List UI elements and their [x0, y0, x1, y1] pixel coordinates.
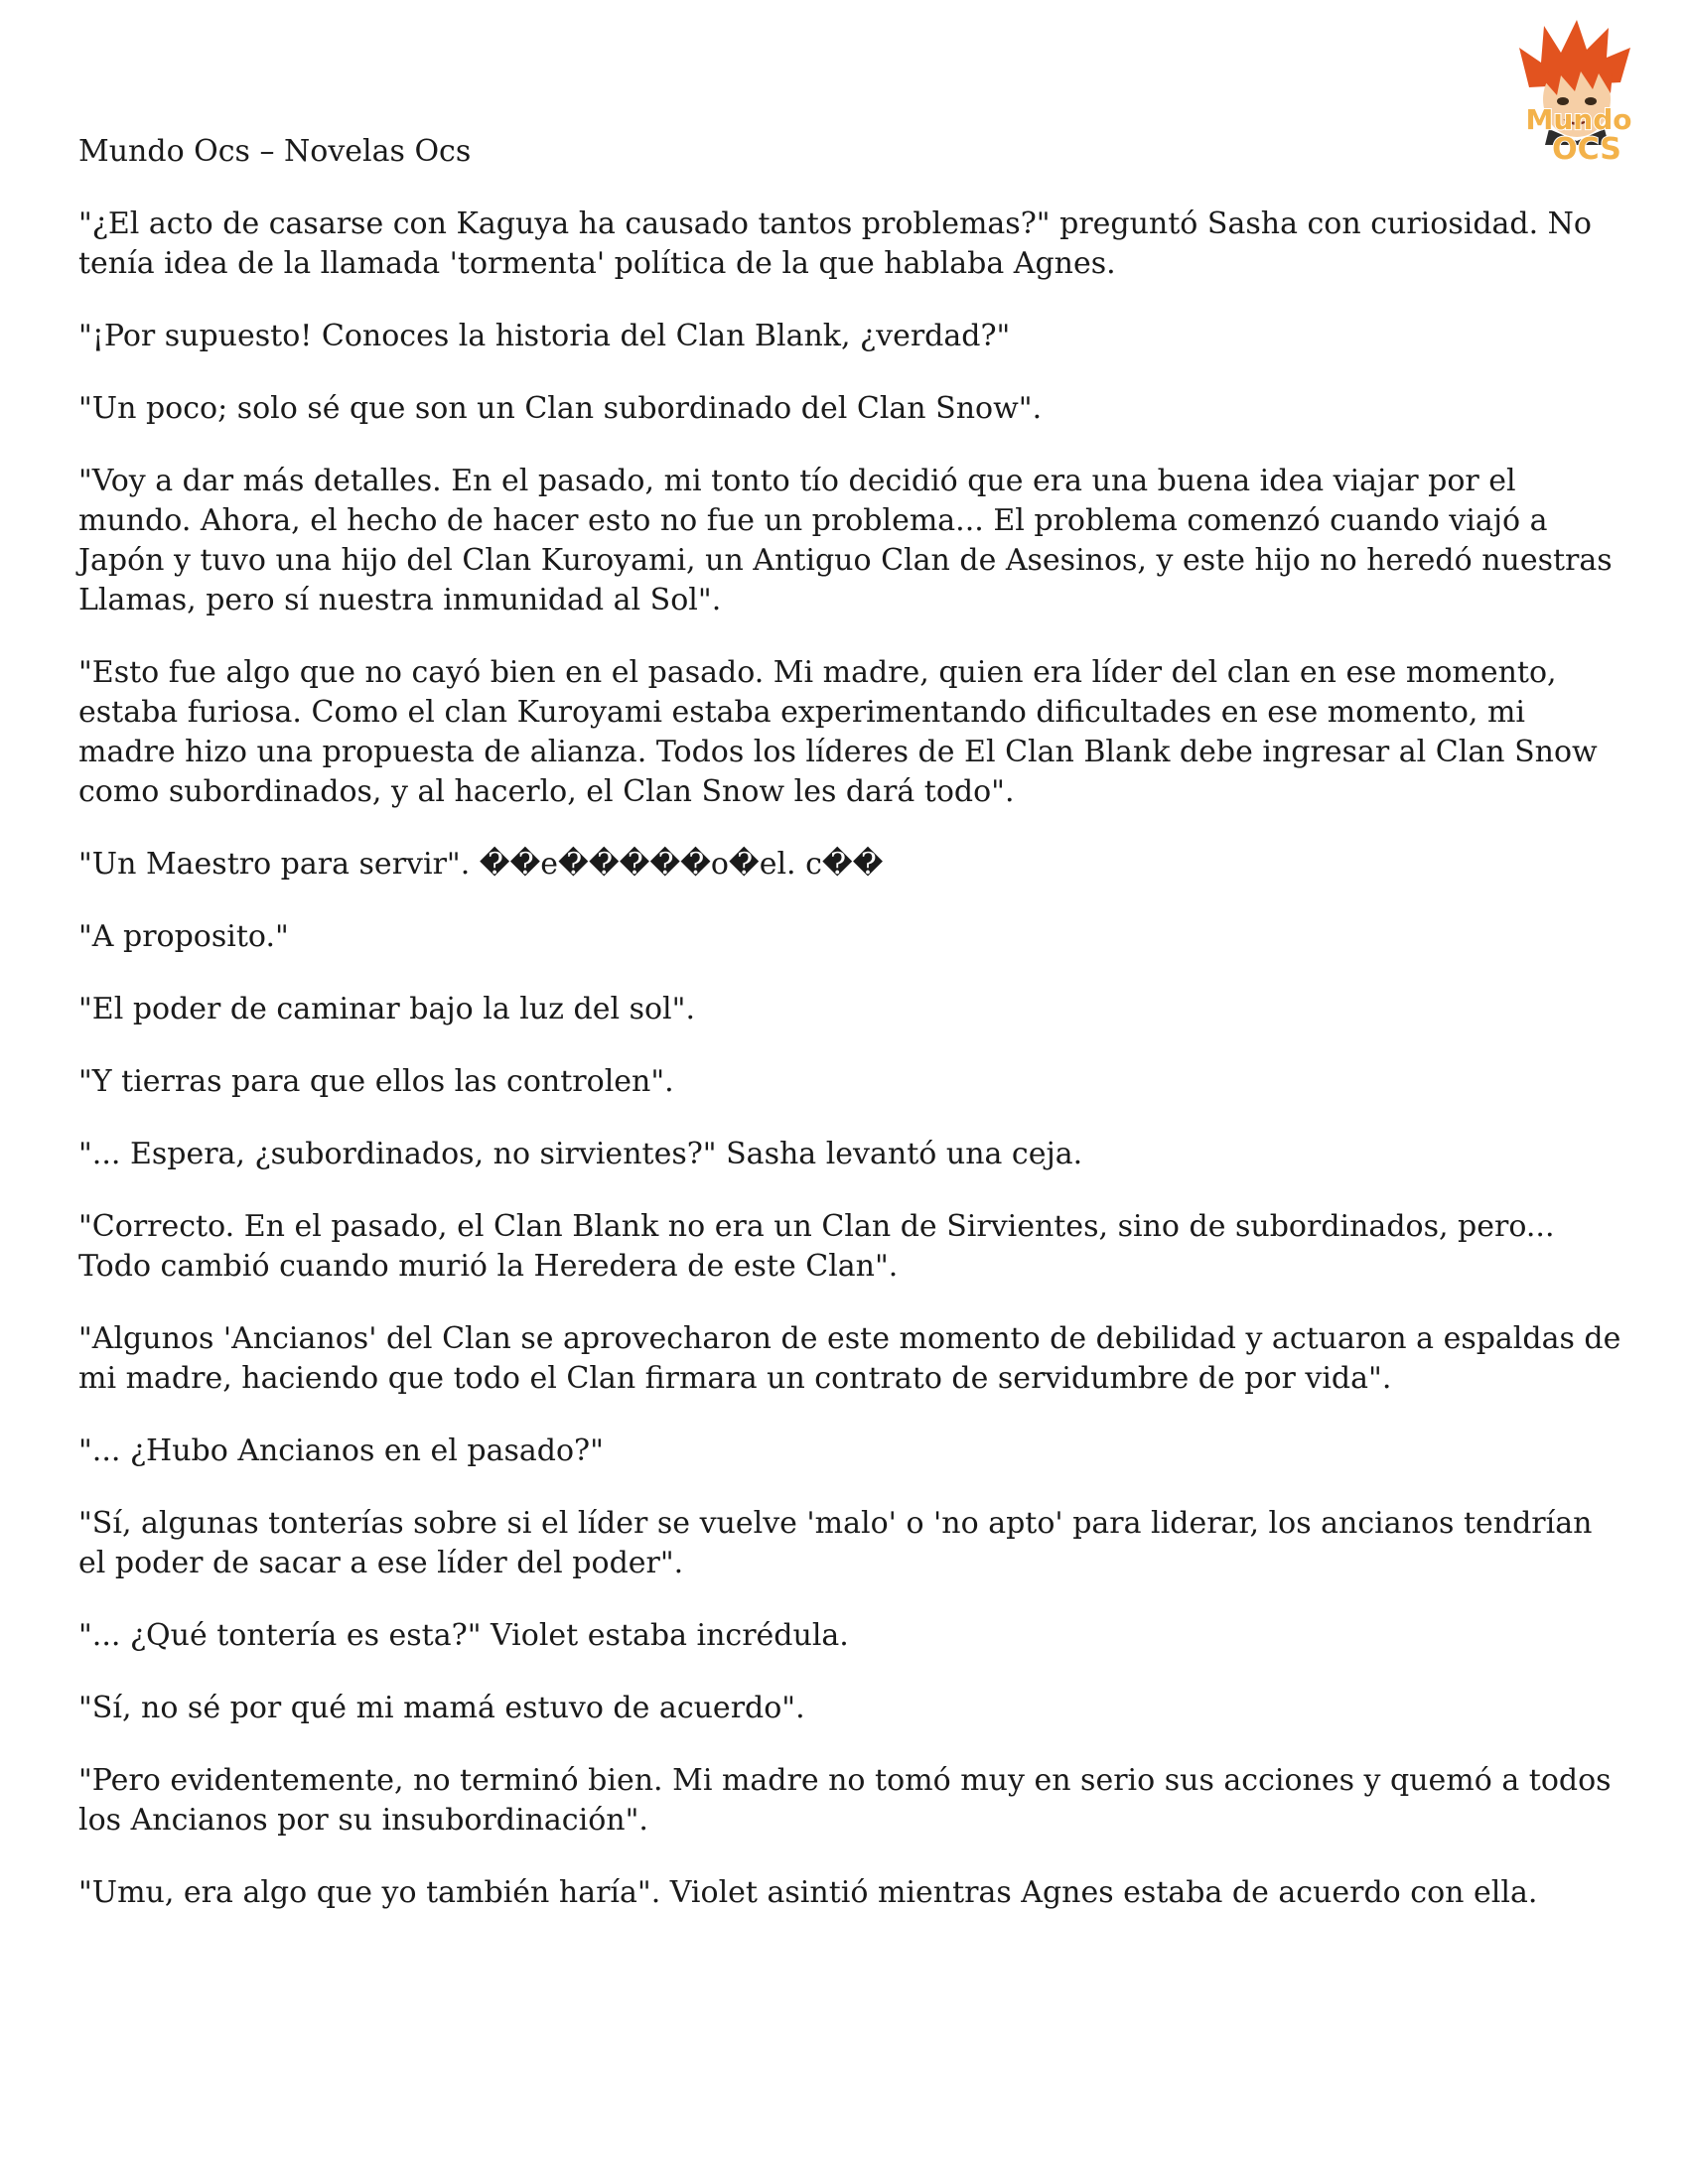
- paragraph: "A proposito.": [78, 919, 289, 954]
- paragraph: "Pero evidentemente, no terminó bien. Mi madre no tomó muy en serio sus acciones y quemó a todos los Ancianos por su insubordinación".: [78, 1763, 1612, 1838]
- mundo-ocs-logo: [1499, 18, 1658, 172]
- logo-text-bottom: OCS: [1552, 132, 1621, 167]
- paragraph: "Umu, era algo que yo también haría". Violet asintió mientras Agnes estaba de acuerdo con ella.: [78, 1875, 1538, 1910]
- paragraph: "Sí, no sé por qué mi mamá estuvo de acuerdo".: [78, 1691, 805, 1725]
- paragraph: "... ¿Hubo Ancianos en el pasado?": [78, 1433, 604, 1468]
- paragraph: "Algunos 'Ancianos' del Clan se aprovecharon de este momento de debilidad y actuaron a espaldas de mi madre, haciendo que todo el Clan firmara un contrato de servidumbre de por vida".: [78, 1321, 1621, 1396]
- document-body: [78, 205, 1627, 1946]
- page-header: Mundo Ocs – Novelas Ocs: [78, 134, 472, 169]
- paragraph: "Voy a dar más detalles. En el pasado, mi tonto tío decidió que era una buena idea viajar por el mundo. Ahora, el hecho de hacer esto no fue un problema... El problema comenzó cuando viajó a Japón y tuvo una hijo del Clan Kuroyami, un Antiguo Clan de Asesinos, y este hijo no heredó nuestras Llamas, pero sí nuestra inmunidad al Sol".: [78, 464, 1613, 617]
- logo-mascot-icon: [1499, 18, 1658, 172]
- logo-text-top: Mundo: [1525, 103, 1632, 136]
- paragraph: "Correcto. En el pasado, el Clan Blank no era un Clan de Sirvientes, sino de subordinados, pero... Todo cambió cuando murió la Heredera de este Clan".: [78, 1209, 1555, 1284]
- paragraph: "Un Maestro para servir". ��e�����o�el. c��: [78, 847, 884, 882]
- paragraph: "Un poco; solo sé que son un Clan subordinado del Clan Snow".: [78, 391, 1043, 426]
- paragraph: "¡Por supuesto! Conoces la historia del Clan Blank, ¿verdad?": [78, 319, 1011, 353]
- paragraph: "... Espera, ¿subordinados, no sirvientes?" Sasha levantó una ceja.: [78, 1137, 1083, 1171]
- paragraph: "Y tierras para que ellos las controlen".: [78, 1064, 674, 1099]
- paragraph: "Esto fue algo que no cayó bien en el pasado. Mi madre, quien era líder del clan en ese momento, estaba furiosa. Como el clan Kuroyami estaba experimentando dificultades en ese momento, mi madre hizo una propuesta de alianza. Todos los líderes de El Clan Blank debe ingresar al Clan Snow como subordinados, y al hacerlo, el Clan Snow les dará todo".: [78, 655, 1598, 809]
- paragraph: "... ¿Qué tontería es esta?" Violet estaba incrédula.: [78, 1618, 849, 1653]
- paragraph: "Sí, algunas tonterías sobre si el líder se vuelve 'malo' o 'no apto' para liderar, los ancianos tendrían el poder de sacar a ese líder del poder".: [78, 1506, 1593, 1580]
- paragraph: "El poder de caminar bajo la luz del sol".: [78, 992, 695, 1026]
- paragraph: "¿El acto de casarse con Kaguya ha causado tantos problemas?" preguntó Sasha con curiosidad. No tenía idea de la llamada 'tormenta' política de la que hablaba Agnes.: [78, 206, 1592, 281]
